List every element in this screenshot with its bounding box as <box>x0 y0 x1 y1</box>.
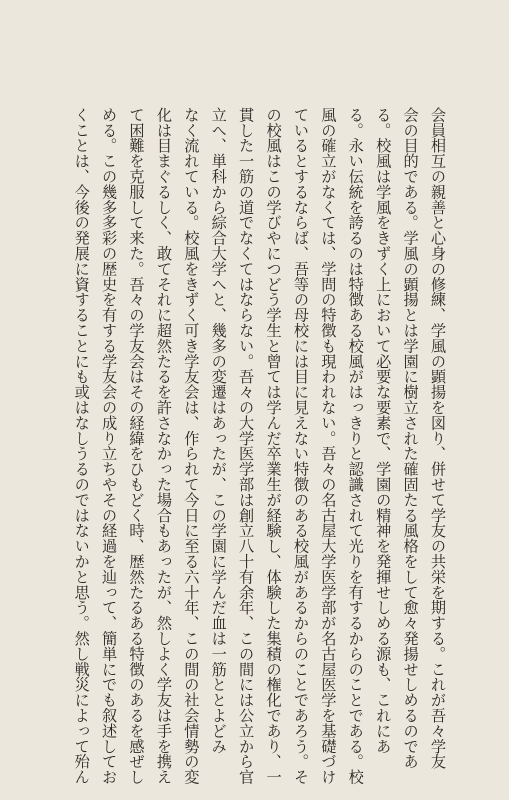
text-column: くことは、今後の発展に資することにも或はなしうるのではないかと思う。然し戦災によって殆ん <box>72 107 91 785</box>
text-column: なく流れている。校風をきずく可き学友会は、作られて今日に至る六十年、この間の社会情勢の変 <box>182 107 201 785</box>
text-column: 会の目的である。学風の顕揚とは学園に樹立された確固たる風格をして愈々発揚せしめるのであ <box>401 107 420 770</box>
paragraph <box>67 107 451 785</box>
text-column: 貫した一筋の道でなくてはならない。吾々の大学医学部は創立八十有余年、この間には公立から官 <box>237 107 256 785</box>
text-column: の校風はこの学びやにつどう学生と曾ては学んだ卒業生が経験し、体験した集積の権化であり、一 <box>264 107 283 785</box>
text-column: める。この幾多多彩の歴史を有する学友会の成り立ちやその経過を辿って、簡単にでも叙述してお <box>100 107 119 785</box>
text-column: 会員相互の親善と心身の修練、学風の顕揚を図り、併せて学友の共栄を期する。これが吾々学友 <box>429 107 447 770</box>
text-column: 化は目まぐるしく、敢てそれに超然たるを許さなかった場合もあったが、然しよく学友は手を携え <box>154 107 173 785</box>
text-column: ているとするならば、吾等の母校には目に見えない特徴のある校風があるからのことであろう。そ <box>291 107 310 785</box>
text-column: 立へ、単科から綜合大学へと、幾多の変遷はあったが、この学園に学んだ血は一筋ととよどみ <box>209 107 228 754</box>
text-column: る。校風は学風をきずく上において必要な要素で、学園の精神を発揮せしめる源も、これにあ <box>374 107 393 754</box>
body-text <box>67 107 451 785</box>
text-column: る。永い伝統を誇るのは特徴ある校風がはっきりと認識されて光りを有するからのことである。校 <box>346 107 365 785</box>
text-column: 風の確立がなくては、学問の特徴も現われない。吾々の名古屋大学医学部が名古屋医学を基礎づけ <box>319 107 338 785</box>
text-column: て困難を克服して来た。吾々の学友会はその経緯をひもどく時、歴然たるある特徴のあるを感ぜし <box>127 107 146 785</box>
